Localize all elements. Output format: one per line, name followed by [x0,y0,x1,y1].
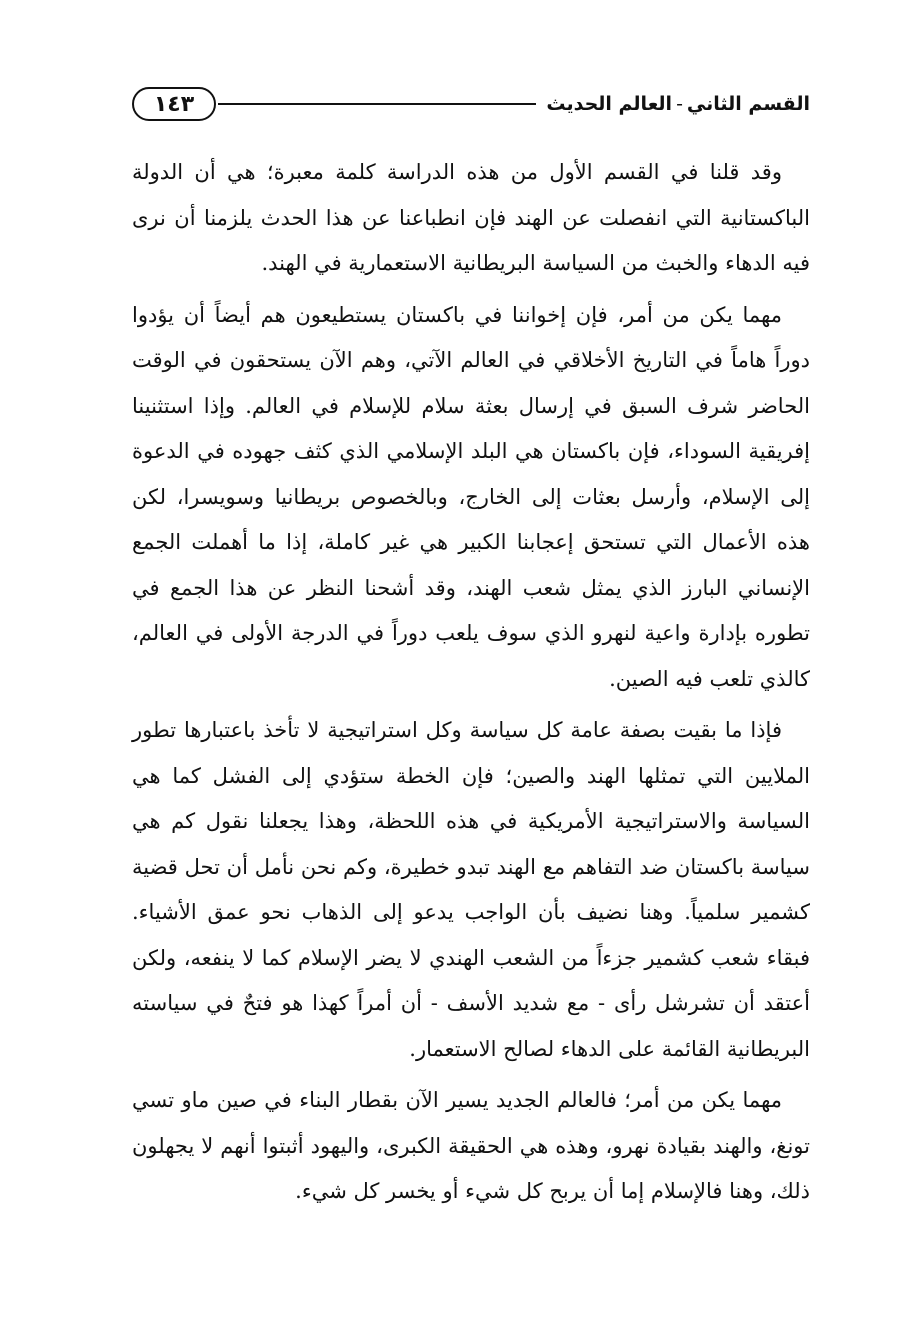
chapter-title: العالم الحديث [546,93,673,115]
section-title: القسم الثاني [686,93,810,115]
running-header [132,82,810,126]
paragraph-1: وقد قلنا في القسم الأول من هذه الدراسة كلمة معبرة؛ هي أن الدولة الباكستانية التي انفصلت عن الهند فإن انطباعنا عن هذا الحدث يلزمنا أن نرى فيه الدهاء والخبث من السياسة البريطانية الاستعمارية في الهند. [132,160,810,275]
page-number: ١٤٣ [132,87,216,121]
header-rule [218,103,536,105]
header-separator: - [676,93,683,115]
paragraph-3: فإذا ما بقيت بصفة عامة كل سياسة وكل استراتيجية لا تأخذ باعتبارها تطور الملايين التي تمثلها الهند والصين؛ فإن الخطة ستؤدي إلى الفشل كما هي السياسة والاستراتيجية الأمريكية في هذه اللحظة، وهذا يجعلنا نقول كم هي سياسة باكستان ضد التفاهم مع الهند تبدو خطيرة، وكم نحن نأمل أن تحل قضية كشمير سلمياً. وهنا نضيف بأن الواجب يدعو إلى الذهاب نحو عمق الأشياء. فبقاء شعب كشمير جزءاً من الشعب الهندي لا يضر الإسلام كما لا ينفعه، ولكن أعتقد أن تشرشل رأى - مع شديد الأسف - أن أمراً كهذا هو فتحٌ في سياسته البريطانية القائمة على الدهاء لصالح الاستعمار. [132,718,810,1061]
paragraph-2: مهما يكن من أمر، فإن إخواننا في باكستان يستطيعون هم أيضاً أن يؤدوا دوراً هاماً في التاريخ الأخلاقي في العالم الآتي، وهم الآن يستحقون في الوقت الحاضر شرف السبق في إرسال بعثة سلام للإسلام في العالم. وإذا استثنينا إفريقية السوداء، فإن باكستان هي البلد الإسلامي الذي كثف جهوده في الدعوة إلى الإسلام، وأرسل بعثات إلى الخارج، وبالخصوص بريطانيا وسويسرا، لكن هذه الأعمال التي تستحق إعجابنا الكبير هي غير كاملة، إذا ما أهملت الجمع الإنساني البارز الذي يمثل شعب الهند، وقد أشحنا النظر عن هذا الجمع في تطوره بإدارة واعية لنهرو الذي سوف يلعب دوراً في الدرجة الأولى في العالم، كالذي تلعب فيه الصين. [132,302,810,691]
body-text [132,150,810,1221]
paragraph-4: مهما يكن من أمر؛ فالعالم الجديد يسير الآن بقطار البناء في صين ماو تسي تونغ، والهند بقيادة نهرو، وهذه هي الحقيقة الكبرى، واليهود أثبتوا أنهم لا يجهلون ذلك، وهنا فالإسلام إما أن يربح كل شيء أو يخسر كل شيء. [132,1088,810,1203]
header-title [538,93,810,115]
